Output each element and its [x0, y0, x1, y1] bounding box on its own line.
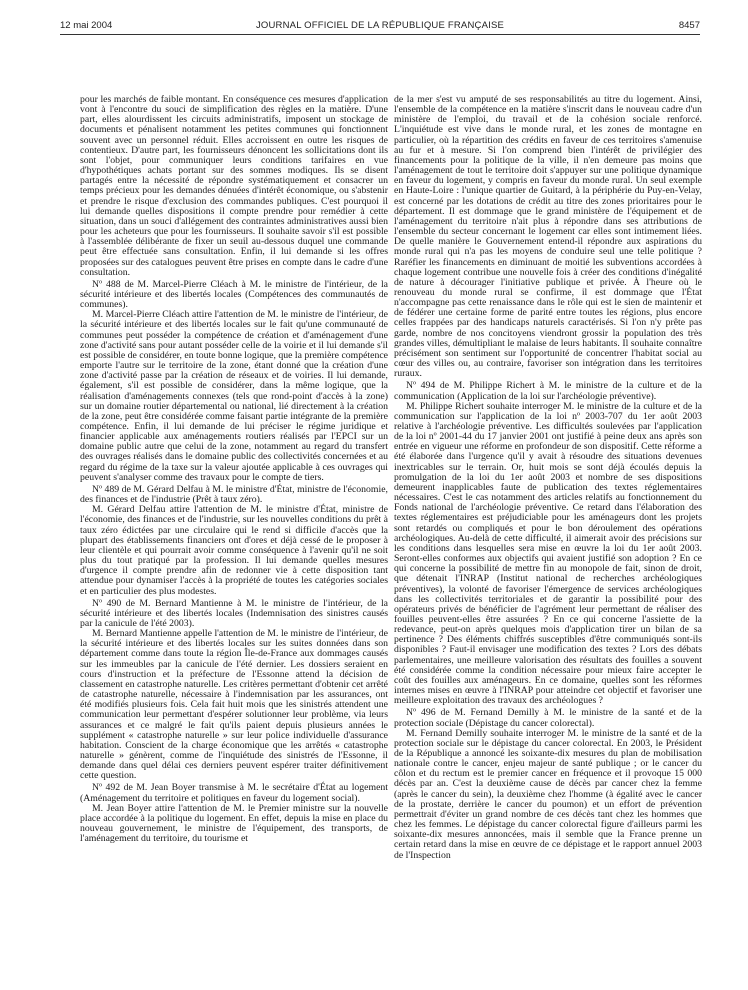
- left-column: [80, 95, 388, 975]
- question-heading-496: Nº 496 de M. Fernand Demilly à M. le ministre de la santé et de la protection sociale (Dépistage du cancer colorectal).: [394, 707, 702, 729]
- question-heading-494: Nº 494 de M. Philippe Richert à M. le ministre de la culture et de la communication (Application de la loi sur l'archéologie préventive).: [394, 380, 702, 402]
- header-rule: [60, 34, 700, 35]
- paragraph-continuation: pour les marchés de faible montant. En conséquence ces mesures d'application vont à l'encontre du souci de simplification des règles en la matière. D'une part, elles alourdissent les circuits administratifs, imposent un stockage de documents et pénalisent notamment les petites communes qui fonctionnent souvent avec un personnel réduit. Elles accroissent en outre les risques de contentieux. D'autre part, les fournisseurs dénoncent les sollicitations dont ils sont l'objet, pour communiquer leurs conditions tarifaires en vue d'hypothétiques achats portant sur des sommes modiques. Ils se disent partagés entre la nécessité de répondre systématiquement et consacrer un temps précieux pour les demandes dénuées d'intérêt économique, ou s'abstenir et prendre le risque d'exclusion des commandes publiques. C'est pourquoi il lui demande quelles dispositions il compte prendre pour remédier à cette situation, dans un souci d'allégement des contraintes administratives aussi bien pour les acheteurs que pour les fournisseurs. Il souhaite savoir s'il est possible à l'assemblée délibérante de fixer un seuil au-dessous duquel une commande peut être effectuée sans consultation. Enfin, il lui demande si les offres proposées sur des catalogues peuvent être prises en compte dans le cadre d'une consultation.: [80, 95, 388, 278]
- question-heading-492: Nº 492 de M. Jean Boyer transmise à M. le secrétaire d'État au logement (Aménagement du territoire et politiques en faveur du logement social).: [80, 782, 388, 804]
- header-page-number: 8457: [678, 20, 700, 31]
- question-heading-488: Nº 488 de M. Marcel-Pierre Cléach à M. le ministre de l'intérieur, de la sécurité intérieure et des libertés locales (Compétences des communautés de communes).: [80, 278, 388, 311]
- header-title: JOURNAL OFFICIEL DE LA RÉPUBLIQUE FRANÇAISE: [255, 20, 505, 31]
- question-body-488: M. Marcel-Pierre Cléach attire l'attention de M. le ministre de l'intérieur, de la sécurité intérieure et des libertés locales sur le fait qu'une communauté de communes peut posséder la compétence de création et d'aménagement d'une zone d'activité sans pour autant posséder celle de la voirie et il lui demande s'il est possible de considérer, en toute bonne logique, que la première compétence emporte l'autre sur le territoire de la zone, étant donné que la création d'une zone d'activité passe par la création de réseaux et de voiries. Il lui demande, également, s'il est possible de considérer, dans la même logique, que la réalisation d'aménagements connexes (tels que rond-point d'accès à la zone) sur un domaine routier départemental ou national, lié directement à la création de la zone, peut être considérée comme faisant partie intégrante de la première compétence. Enfin, il lui demande de lui préciser le régime juridique et financier applicable aux aménagements routiers réalisés par l'EPCI sur un domaine public autre que celui de la zone, notamment au regard du transfert des ouvrages réalisés dans le domaine public des collectivités concernées et au regard du régime de la taxe sur la valeur ajoutée applicable à ces ouvrages qui peuvent s'analyser comme des travaux pour le compte de tiers.: [80, 309, 388, 483]
- question-body-496: M. Fernand Demilly souhaite interroger M. le ministre de la santé et de la protection sociale sur le dépistage du cancer colorectal. En 2003, le Président de la République a annoncé les soixante-dix mesures du plan de mobilisation nationale contre le cancer, enjeu majeur de santé publique ; or le cancer du côlon et du rectum est le premier cancer en fréquence et il provoque 15 000 décès par an. C'est la deuxième cause de décès par cancer chez la femme (après le cancer du sein), la deuxième chez l'homme (à égalité avec le cancer de la prostate, derrière le cancer du poumon) et un effort de prévention permettrait d'éviter un grand nombre de ces décès tant chez les hommes que chez les femmes. Le dépistage du cancer colorectal figure d'ailleurs parmi les soixante-dix mesures annoncées, mais il semble que la France prenne un certain retard dans la mise en œuvre de ce dépistage et le rapport annuel 2003 de l'Inspection: [394, 727, 702, 861]
- question-heading-489: Nº 489 de M. Gérard Delfau à M. le ministre d'État, ministre de l'économie, des finances et de l'industrie (Prêt à taux zéro).: [80, 483, 388, 506]
- question-body-494: M. Philippe Richert souhaite interroger M. le ministre de la culture et de la communication sur l'application de la loi nº 2003-707 du 1er août 2003 relative à l'archéologie préventive. Les difficultés soulevées par l'application de la loi nº 2001-44 du 17 janvier 2001 ont justifié à peine deux ans après son entrée en vigueur une réforme en profondeur de son dispositif. Cette réforme a été élaborée dans l'urgence qu'il y avait à résoudre des situations devenues inextricables sur le terrain. Or, huit mois se sont déjà écoulés depuis la promulgation de la loi du 1er août 2003 et nombre de ses dispositions demeurent inapplicables faute de publication des textes réglementaires nécessaires. C'est le cas notamment des articles relatifs au fonctionnement du Fonds national de l'archéologie préventive. Ce retard dans l'élaboration des textes réglementaires est préjudiciable pour les aménageurs dont les projets sont retardés ou compliqués et pour le bon déroulement des opérations archéologiques. Au-delà de cette difficulté, il aimerait avoir des précisions sur les conditions dans lesquelles sera mise en œuvre la loi du 1er août 2003. Seront-elles conformes aux objectifs qui avaient justifié son adoption ? En ce qui concerne la possibilité de mettre fin au monopole de fait, sinon de droit, que détenait l'INRAP (Institut national de recherches archéologiques préventives), la volonté de favoriser l'émergence de services archéologiques dans les collectivités territoriales et de garantir la possibilité pour des opérateurs privés de bénéficier de l'agrément leur permettant de réaliser des fouilles peuvent-elles être assurées ? En ce qui concerne l'assiette de la redevance, peut-on après quelques mois d'application tirer un bilan de sa pertinence ? Des éléments chiffrés susceptibles d'être communiqués sont-ils disponibles ? Faut-il envisager une modification des textes ? Lors des débats parlementaires, une meilleure valorisation des résultats des fouilles a souvent été considérée comme la condition nécessaire pour mieux faire accepter le coût des fouilles aux aménageurs. En ce domaine, quelles sont les réformes internes mises en œuvre à l'INRAP pour atteindre cet objectif et favoriser une meilleure exploitation des travaux des archéologues ?: [394, 400, 702, 707]
- question-body-490: M. Bernard Mantienne appelle l'attention de M. le ministre de l'intérieur, de la sécurité intérieure et des libertés locales sur les suites données dans son département comme dans toute la région Île-de-France aux dommages causés sur les immeubles par la canicule de l'été dernier. Les dossiers seraient en cours d'instruction et la préfecture de l'Essonne attend la décision de classement en catastrophe naturelle. Les critères permettant d'obtenir cet arrêté de catastrophe naturelle, nécessaire à l'indemnisation par les assurances, ont été modifiés plusieurs fois. Cela fait huit mois que les sinistrés attendent une communication leur permettant d'espérer solutionner leur problème, via leurs assurances et ce malgré le fait qu'ils paient depuis plusieurs années le supplément « catastrophe naturelle » sur leur police individuelle d'assurance habitation. Conscient de la charge économique que les arrêtés « catastrophe naturelle » génèrent, comme de l'inquiétude des sinistrés de l'Essonne, il demande dans quel délai ces derniers peuvent espérer traiter définitivement cette question.: [80, 628, 388, 782]
- question-body-489: M. Gérard Delfau attire l'attention de M. le ministre d'État, ministre de l'économie, des finances et de l'industrie, sur les nouvelles conditions du prêt à taux zéro édictées par une circulaire qui le rend si difficile d'accès que la plupart des établissements financiers ont d'ores et déjà cessé de le proposer à leur clientèle et qui pourrait avoir comme conséquence à l'avenir qu'il ne soit plus du tout pratiqué par la profession. Il lui demande quelles mesures d'urgence il compte prendre afin de redonner vie à cette disposition tant attendue pour dynamiser l'accès à la propriété de toutes les catégories sociales et en particulier des plus modestes.: [80, 504, 388, 597]
- question-body-492: M. Jean Boyer attire l'attention de M. le Premier ministre sur la nouvelle place accordée à la politique du logement. En effet, depuis la mise en place du nouveau gouvernement, le ministre de l'équipement, des transports, de l'aménagement du territoire, du tourisme et: [80, 802, 388, 845]
- header-date: 12 mai 2004: [60, 20, 113, 31]
- question-heading-490: Nº 490 de M. Bernard Mantienne à M. le ministre de l'intérieur, de la sécurité intérieure et des libertés locales (Indemnisation des sinistres causés par la canicule de l'été 2003).: [80, 597, 388, 629]
- question-body-492-continued: de la mer s'est vu amputé de ses responsabilités au titre du logement. Ainsi, l'ensemble de la compétence en la matière s'inscrit dans le nouveau cadre d'un ministère de l'emploi, du travail et de la cohésion sociale renforcé. L'inquiétude est vive dans le monde rural, et les zones de montagne en particulier, où la répartition des crédits en faveur de ces territoires s'amenuise au fur et à mesure. Si l'on comprend bien l'intérêt de privilégier des financements pour la politique de la ville, il n'en demeure pas moins que l'aménagement de tout le territoire doit s'appuyer sur une politique dynamique en faveur du logement, y compris en faveur du monde rural. Un seul exemple en Haute-Loire : l'unique quartier de Guitard, à la périphérie du Puy-en-Velay, est concerné par les dotations de crédit au titre des zones prioritaires pour le département. Il est dommage que le grand ministère de l'équipement et de l'aménagement du territoire n'ait plus à répondre dans ses attributions de l'ensemble du secteur concernant le logement car elles sont intimement liées. De quelle manière le Gouvernement entend-il répondre aux aspirations du monde rural qui n'a pas les moyens de conduire seul une telle politique ? Raréfier les financements en diminuant de moitié les subventions accordées à chaque logement contribue une nouvelle fois à créer des conditions d'inégalité de nature à décourager l'initiative publique et privée. À l'heure où le renouveau du monde rural se confirme, il est dommage que l'État n'accompagne pas cette renaissance dans le rôle qui est le sien de maintenir et de fédérer une certaine forme de parité entre toutes les régions, plus encore celles frappées par des handicaps naturels caractérisés. Si l'on n'y prête pas garde, nombre de nos concitoyens viendront grossir la population des très grandes villes, démultipliant le malaise de leurs habitants. Il souhaite connaître précisément son sentiment sur l'opportunité de concentrer l'habitat social au cœur des villes ou, au contraire, favoriser son intégration dans les territoires ruraux.: [394, 95, 702, 380]
- right-column: [394, 95, 702, 975]
